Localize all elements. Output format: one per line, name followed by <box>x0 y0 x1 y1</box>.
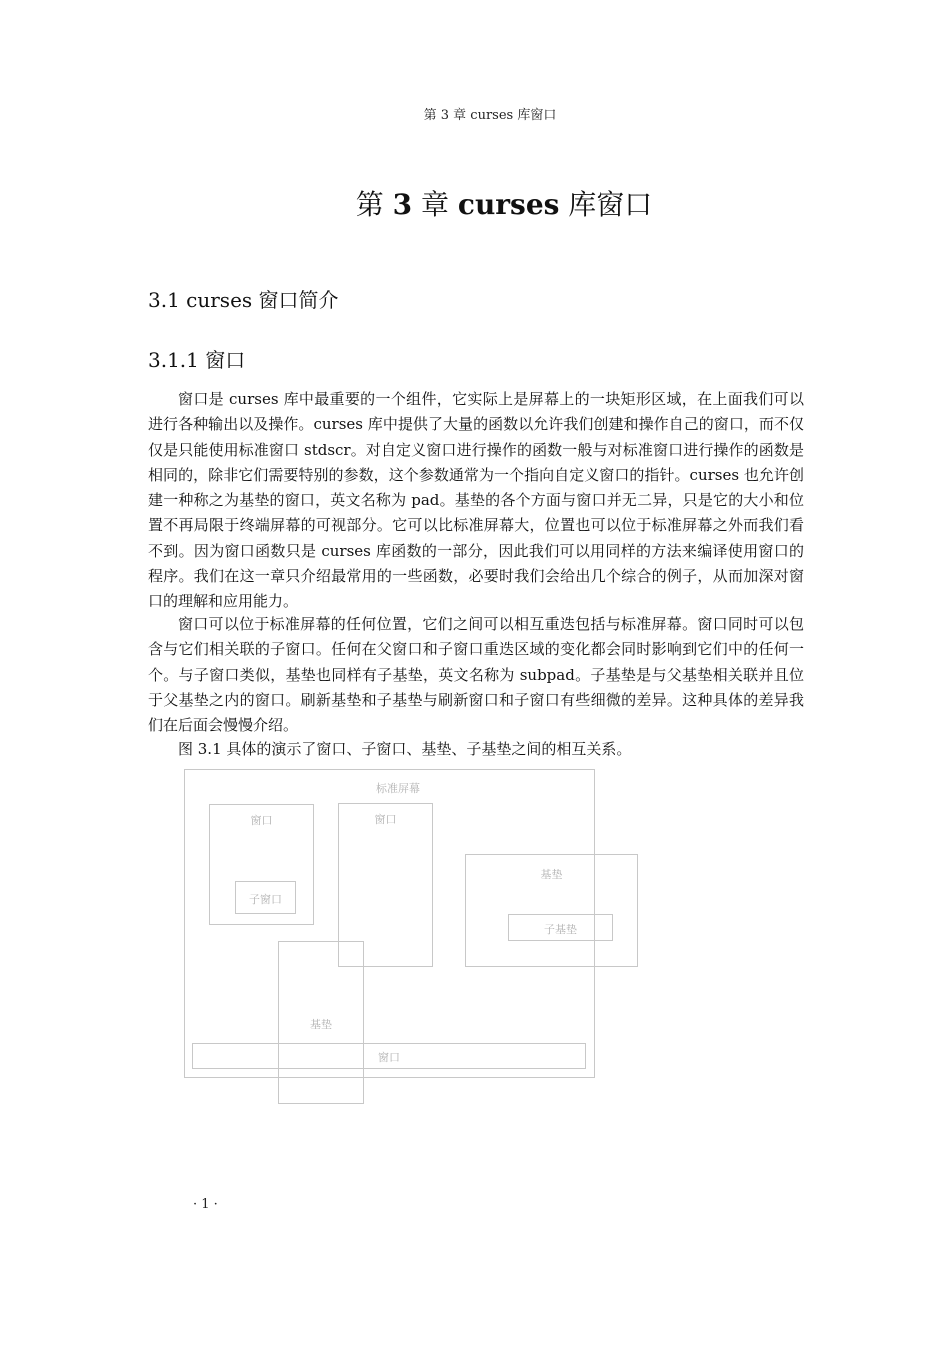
chapter-title-number: 3 <box>392 188 413 221</box>
subwindow-box <box>235 881 296 914</box>
pad-1-box <box>465 854 638 967</box>
subpad-box <box>508 914 613 941</box>
paragraph-2 <box>148 612 804 738</box>
pad-1-overlap-edge <box>594 854 595 967</box>
pad-2-label: 基垫 <box>310 1018 332 1031</box>
pad-1-label: 基垫 <box>540 868 563 881</box>
subpad-label: 子基垫 <box>544 923 577 936</box>
chapter-title-prefix: 第 <box>355 188 393 221</box>
paragraph-2-text: 窗口可以位于标准屏幕的任何位置，它们之间可以相互重迭包括与标准屏幕。窗口同时可以包含与它们相关联的子窗口。任何在父窗口和子窗口重迭区域的变化都会同时影响到它们中的任何一个。与子窗口类似，基垫也同样有子基垫，英文名称为 subpad。子基垫是与父基垫相关联并且位于父基垫之内的窗口。刷新基垫和子基垫与刷新窗口和子窗口有些细微的差异。这种具体的差异我们在后面会慢慢介绍。 <box>148 615 804 735</box>
pad-2-overlap-edge <box>338 941 364 967</box>
stdscr-label: 标准屏幕 <box>376 782 420 795</box>
paragraph-1 <box>148 387 804 615</box>
subwindow-label: 子窗口 <box>249 893 282 906</box>
window-3-label: 窗口 <box>378 1051 400 1064</box>
pad-2-box <box>278 941 364 1104</box>
section-heading-3-1: 3.1 curses 窗口简介 <box>148 288 339 312</box>
chapter-title <box>0 183 950 223</box>
paragraph-1-text: 窗口是 curses 库中最重要的一个组件，它实际上是屏幕上的一块矩形区域，在上面我们可以进行各种输出以及操作。curses 库中提供了大量的函数以允许我们创建和操作自己的窗口，而不仅仅是只能使用标准窗口 stdscr。对自定义窗口进行操作的函数一般与对标准窗口进行操作的函数是相同的，除非它们需要特别的参数，这个参数通常为一个指向自定义窗口的指针。curses 也允许创建一种称之为基垫的窗口，英文名称为 pad。基垫的各个方面与窗口并无二异，只是它的大小和位置不再局限于终端屏幕的可视部分。它可以比标准屏幕大，位置也可以位于标准屏幕之外而我们看不到。因为窗口函数只是 curses 库函数的一部分，因此我们可以用同样的方法来编译使用窗口的程序。我们在这一章只介绍最常用的一些函数，必要时我们会给出几个综合的例子，从而加深对窗口的理解和应用能力。 <box>148 390 804 611</box>
section-heading-3-1-1: 3.1.1 窗口 <box>148 348 246 372</box>
window-1-label: 窗口 <box>250 814 273 827</box>
chapter-title-mid: 章 <box>412 188 458 221</box>
paragraph-3-text: 图 3.1 具体的演示了窗口、子窗口、基垫、子基垫之间的相互关系。 <box>178 740 632 758</box>
page-number: · 1 · <box>193 1197 218 1212</box>
window-3-box <box>192 1043 586 1069</box>
stdscr-box <box>184 769 595 1078</box>
window-2-box <box>338 803 433 967</box>
chapter-title-curses: curses <box>457 188 560 221</box>
window-1-box <box>209 804 314 925</box>
chapter-title-suffix: 库窗口 <box>559 188 653 221</box>
window-2-label: 窗口 <box>374 813 397 826</box>
paragraph-3 <box>148 737 804 762</box>
running-header: 第 3 章 curses 库窗口 <box>423 108 557 123</box>
